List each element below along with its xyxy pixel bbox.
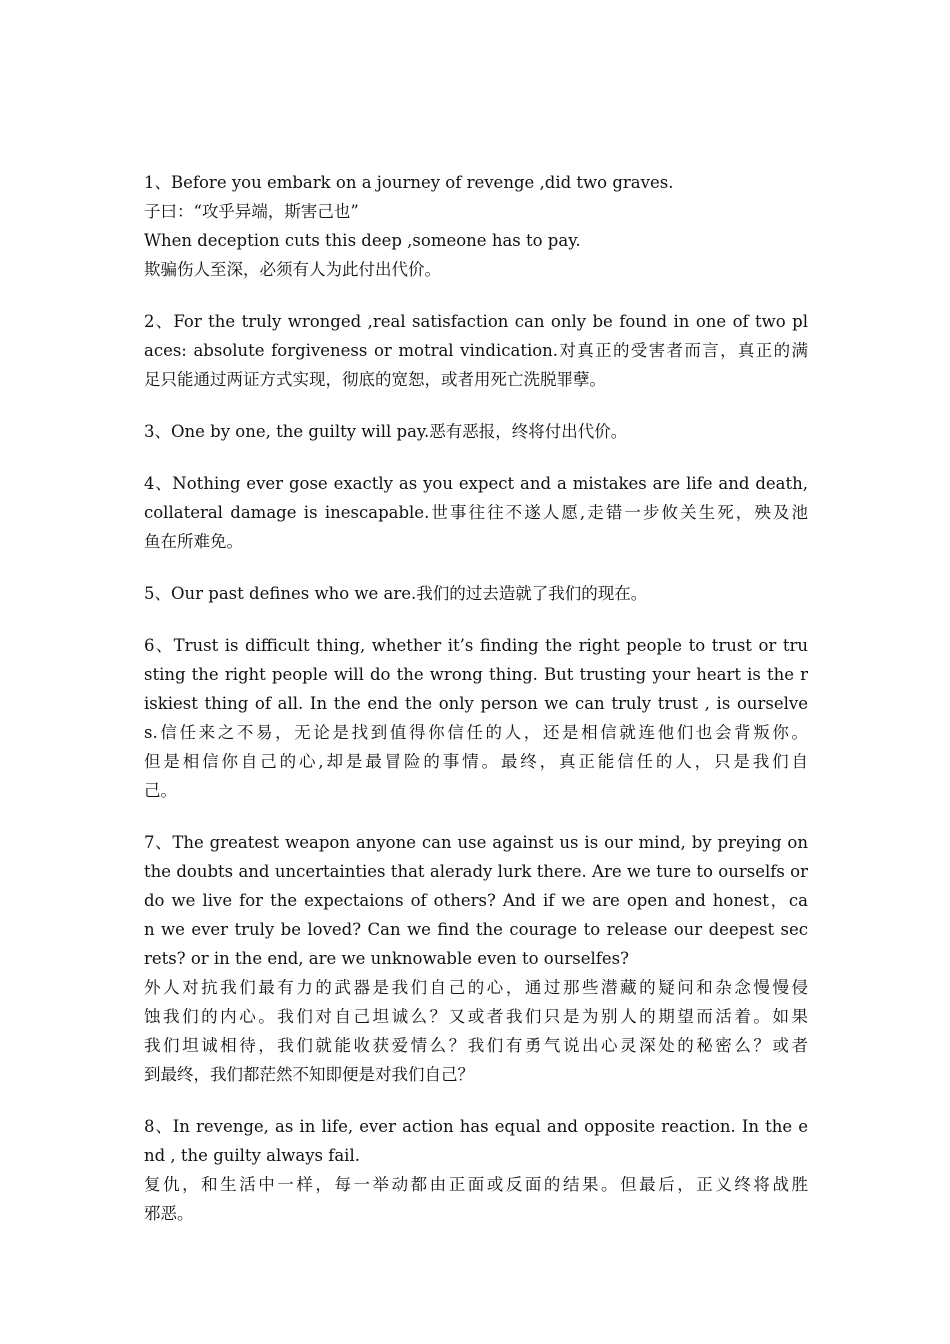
- text-line: 4、Nothing ever gose exactly as you expect and a mistakes are life and death,: [144, 474, 808, 493]
- text-line: When deception cuts this deep ,someone has to pay.: [144, 231, 581, 250]
- text-line: 足只能通过两证方式实现，彻底的宽恕，或者用死亡洗脱罪孽。: [144, 370, 606, 389]
- text-line: aces: absolute forgiveness or motral vindication.对真正的受害者而言，真正的满: [144, 341, 808, 360]
- text-line: 外人对抗我们最有力的武器是我们自己的心，通过那些潜藏的疑问和杂念慢慢侵: [144, 978, 808, 997]
- text-line: 8、In revenge, as in life, ever action has equal and opposite reaction. In the e: [144, 1117, 808, 1136]
- quote-paragraph-4: [144, 469, 808, 556]
- text-line: 蚀我们的内心。我们对自己坦诚么？又或者我们只是为别人的期望而活着。如果: [144, 1007, 808, 1026]
- text-line: 子曰：“攻乎异端，斯害己也”: [144, 202, 359, 221]
- text-line: 邪恶。: [144, 1204, 194, 1223]
- text-line: n we ever truly be loved? Can we find the courage to release our deepest sec: [144, 920, 808, 939]
- text-line: nd , the guilty always fail.: [144, 1146, 360, 1165]
- text-line: 己。: [144, 781, 177, 800]
- quote-paragraph-8: [144, 1112, 808, 1228]
- text-line: 欺骗伤人至深，必须有人为此付出代价。: [144, 260, 441, 279]
- quote-paragraph-6: [144, 631, 808, 805]
- quote-paragraph-3: [144, 417, 808, 446]
- text-line: sting the right people will do the wrong thing. But trusting your heart is the r: [144, 665, 808, 684]
- document-body: [144, 168, 808, 1251]
- text-line: 鱼在所难免。: [144, 532, 243, 551]
- text-line: 6、Trust is difficult thing, whether it’s finding the right people to trust or tru: [144, 636, 808, 655]
- text-line: 3、One by one, the guilty will pay.恶有恶报，终将付出代价。: [144, 422, 628, 441]
- text-line: the doubts and uncertainties that alerady lurk there. Are we ture to ourselfs or: [144, 862, 808, 881]
- quote-paragraph-1: [144, 168, 808, 284]
- text-line: 2、For the truly wronged ,real satisfaction can only be found in one of two pl: [144, 312, 808, 331]
- text-line: iskiest thing of all. In the end the only person we can truly trust , is ourselve: [144, 694, 808, 713]
- quote-paragraph-5: [144, 579, 808, 608]
- text-line: 到最终，我们都茫然不知即便是对我们自己？: [144, 1065, 474, 1084]
- text-line: 但是相信你自己的心,却是最冒险的事情。最终，真正能信任的人，只是我们自: [144, 752, 808, 771]
- text-line: 复仇，和生活中一样，每一举动都由正面或反面的结果。但最后，正义终将战胜: [144, 1175, 808, 1194]
- text-line: collateral damage is inescapable.世事往往不遂人愿,走错一步攸关生死，殃及池: [144, 503, 808, 522]
- text-line: rets? or in the end, are we unknowable even to ourselfes?: [144, 949, 629, 968]
- text-line: s.信任来之不易，无论是找到值得你信任的人，还是相信就连他们也会背叛你。: [144, 723, 808, 742]
- text-line: 我们坦诚相待，我们就能收获爱情么？我们有勇气说出心灵深处的秘密么？或者: [144, 1036, 808, 1055]
- text-line: 1、Before you embark on a journey of revenge ,did two graves.: [144, 173, 674, 192]
- text-line: 7、The greatest weapon anyone can use against us is our mind, by preying on: [144, 833, 808, 852]
- text-line: do we live for the expectaions of others? And if we are open and honest，ca: [144, 891, 808, 910]
- quote-paragraph-2: [144, 307, 808, 394]
- text-line: 5、Our past defines who we are.我们的过去造就了我们的现在。: [144, 584, 648, 603]
- quote-paragraph-7: [144, 828, 808, 1089]
